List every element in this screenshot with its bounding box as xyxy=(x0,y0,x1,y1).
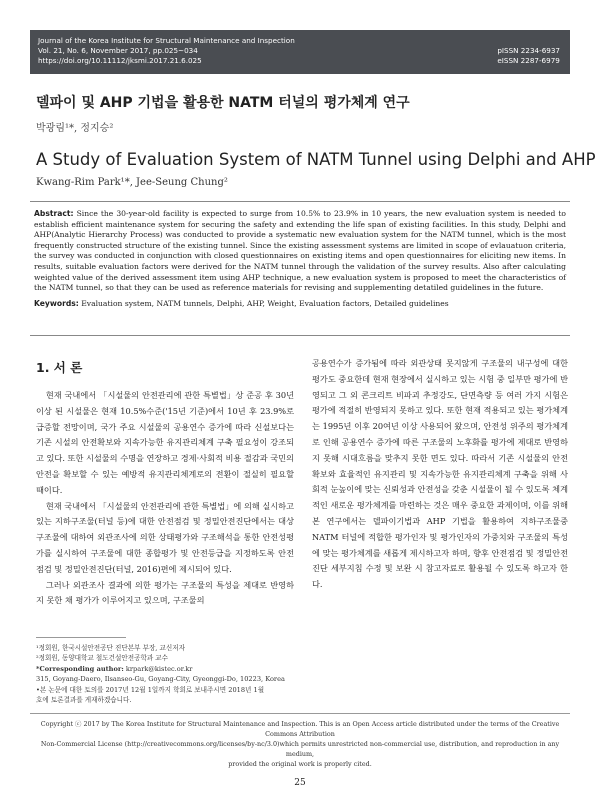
corresponding-email[interactable]: krpark@kistec.or.kr xyxy=(125,664,193,673)
journal-volume: Vol. 21, No. 6, November 2017, pp.025~034 xyxy=(38,46,198,55)
corresponding-author xyxy=(36,664,336,674)
left-column xyxy=(36,388,294,609)
korean-authors: 박광림¹*, 정지승² xyxy=(36,123,114,134)
journal-name: Journal of the Korea Institute for Structural Maintenance and Inspection xyxy=(38,36,295,45)
footnote-1: ¹정회원, 한국시설안전공단 진단본부 부장, 교신저자 xyxy=(36,644,185,652)
author-address: 315, Goyang-Daero, Ilsanseo-Gu, Goyang-City, Gyeonggi-Do, 10223, Korea xyxy=(36,675,285,684)
page-number: 25 xyxy=(294,778,306,788)
abstract-paragraph xyxy=(34,209,566,294)
abstract-box xyxy=(30,201,570,336)
journal-doi[interactable]: https://doi.org/10.11112/jksmi.2017.21.6.025 xyxy=(38,56,202,65)
english-authors: Kwang-Rim Park¹*, Jee-Seung Chung² xyxy=(36,177,228,188)
issn-info xyxy=(497,46,560,66)
copyright-notice xyxy=(30,719,570,769)
copyright-line-1: Copyright ⓒ 2017 by The Korea Institute for Structural Maintenance and Inspection. This is an Open Access article distributed under the terms of the Creative Commons Attribution xyxy=(40,720,560,738)
korean-title: 델파이 및 AHP 기법을 활용한 NATM 터널의 평가체계 연구 xyxy=(36,95,410,111)
keywords-paragraph xyxy=(34,299,566,310)
journal-header-bar xyxy=(30,30,570,74)
copyright-line-3: provided the original work is properly cited. xyxy=(228,760,372,768)
abstract-text: Since the 30-year-old facility is expected to surge from 10.5% to 23.9% in 10 years, the new evaluation system is needed to establish efficient maintenance system for securing the safety and extending the life span of existing facilities. In this study, Delphi and AHP(Analytic Hierarchy Process) was conducted to provide a systematic new evaluation system for the NATM tunnel, which is the most frequently constructed structure of the existing tunnel. Since the existing assessment systems are limited in scope of evlauatuon criteria, the survey was conducted in conjunction with closed questionnaires on existing items and open questionnaires for eliciting new items. In results, suitable evaluation factors were derived for the NATM tunnel through the validation of the survey results. Also after calculating weighted value of the derived assessment item using AHP technique, a new evaluation system is proposed to meet the characteristics of the NATM tunnel, so that they can be used as reference materials for revising and supplementing detatiled guidelines in the future. xyxy=(34,209,566,293)
intro-paragraph-4: 공용연수가 증가됨에 따라 외관상태 못지않게 구조물의 내구성에 대한 평가도 중요한데 현재 현장에서 실시하고 있는 시험 중 일부만 평가에 반영되고 그 외 콘크리트 비파괴 추정강도, 단면측량 등 여러 가지 시험은 평가에 적절히 반영되지 못하고 있다. 또한 현재 적용되고 있는 평가체계는 1995년 이후 20여년 이상 사용되어 왔으며, 안전성 위주의 평가체계로 인해 공용연수 증가에 따른 구조물의 노후화를 평가에 제대로 반영하지 못해 시대흐름을 맞추지 못한 면도 있다. 따라서 기존 시설물의 안전 확보와 효율적인 유지관리 및 지속가능한 유지관리체계 구축을 위해 사회적 눈높이에 맞는 신뢰성과 안전성을 갖춘 시설물이 될 수 있도록 체계적인 새로운 평가체계를 마련하는 것은 매우 중요한 과제이며, 이를 위해 본 연구에서는 델파이기법과 AHP 기법을 활용하여 지하구조물중 NATM 터널에 적합한 평가인자 및 평가인자의 가중치와 구조물의 특성에 맞는 평가체계를 새롭게 제시하고자 하며, 향후 안전점검 및 정밀안전진단 세부지침 수정 및 보완 시 참고자료로 활용될 수 있도록 하고자 한다. xyxy=(312,358,568,590)
right-column xyxy=(312,356,568,593)
discussion-note-2: 호에 토론결과를 게재하겠습니다. xyxy=(36,696,132,705)
footnote-2: ²정회원, 동양대학교 철도건설안전공학과 교수 xyxy=(36,654,169,663)
intro-paragraph-1: 현재 국내에서 「시설물의 안전관리에 관한 특별법」상 준공 후 30년 이상 된 시설물은 현재 10.5%수준('15년 기준)에서 10년 후 23.9%로 급증할 전망이며, 국가 주요 시설물의 공용연수 증가에 따라 신설보다는 기존 시설의 안전확보와 지속가능한 유지관리체계 구축 필요성이 강조되고 있다. 또한 시설물의 수명을 연장하고 경제·사회적 비용 절감과 국민의 안전을 확보할 수 있는 예방적 유지관리체계로의 전환이 절실히 필요할 때이다. xyxy=(36,390,294,495)
abstract-label: Abstract: xyxy=(34,209,74,218)
intro-paragraph-3: 그러나 외관조사 결과에 의한 평가는 구조물의 특성을 제대로 반영하지 못한 채 평가가 이루어지고 있으며, 구조물의 xyxy=(36,579,294,606)
keywords-label: Keywords: xyxy=(34,298,79,308)
section-heading-introduction: 1. 서 론 xyxy=(36,360,83,375)
footnote-divider xyxy=(36,637,126,638)
discussion-note-1: •본 논문에 대한 토의를 2017년 12월 1일까지 학회로 보내주시면 2018년 1월 xyxy=(36,685,265,694)
journal-info xyxy=(38,36,295,66)
copyright-line-2: Non-Commercial License (http://creativecommons.org/licenses/by-nc/3.0)which permits unrestricted non-commercial use, distribution, and reproduction in any medium, xyxy=(40,740,560,758)
intro-paragraph-2: 현재 국내에서 「시설물의 안전관리에 관한 특별법」에 의해 실시하고 있는 지하구조물(터널 등)에 대한 안전점검 및 정밀안전진단에서는 대상 구조물에 대하여 외관조사에 의한 상태평가와 구조해석을 통한 안전성평가를 실시하여 구조물에 대한 종합평가 및 안전등급을 지정하도록 안전점검 및 정밀안전진단(터널, 2016)편에 제시되어 있다. xyxy=(36,500,294,574)
english-title: A Study of Evaluation System of NATM Tunnel using Delphi and AHP xyxy=(36,150,596,169)
footnotes xyxy=(36,643,336,705)
corresponding-label: *Corresponding author: xyxy=(36,664,124,673)
keywords-text: Evaluation system, NATM tunnels, Delphi, AHP, Weight, Evaluation factors, Detailed guidelines xyxy=(81,298,449,308)
eissn: eISSN 2287-6979 xyxy=(497,56,560,65)
pissn: pISSN 2234-6937 xyxy=(497,46,560,55)
copyright-divider xyxy=(30,713,570,714)
